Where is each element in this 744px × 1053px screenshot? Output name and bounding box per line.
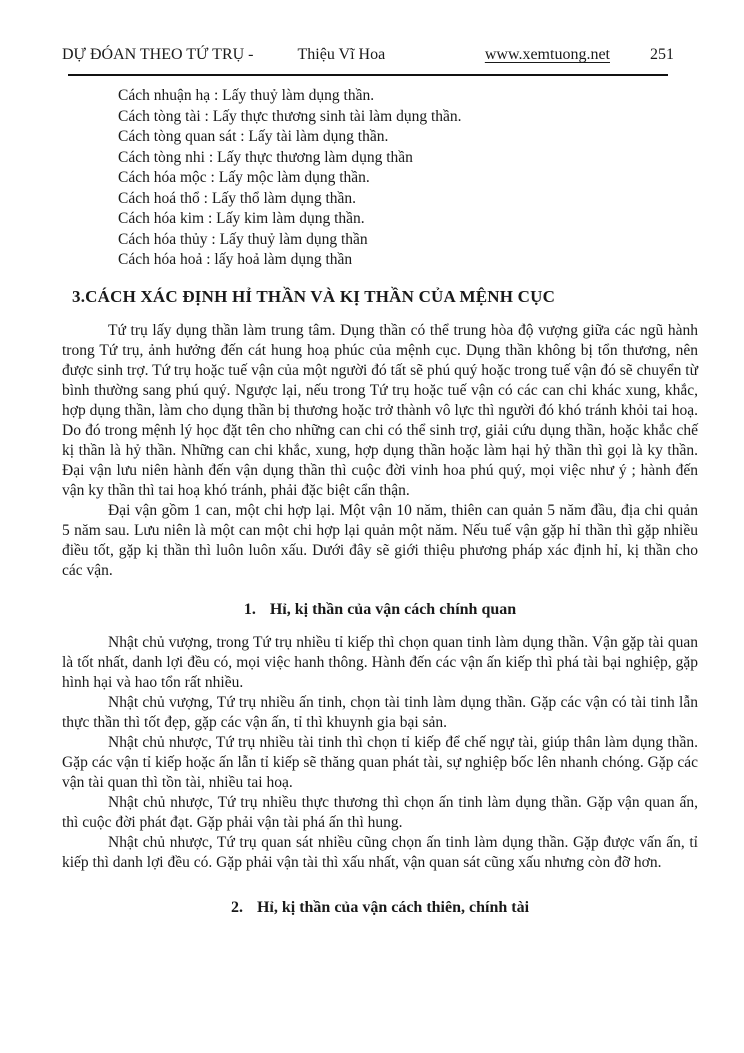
page-header [62,46,674,64]
subsection-2-heading [62,899,698,917]
list-item: Cách tòng nhi : Lấy thực thương làm dụng thần [118,148,413,166]
list-item: Cách hóa thủy : Lấy thuỷ làm dụng thần [118,230,368,248]
subsection-1-title: Hỉ, kị thần của vận cách chính quan [269,600,517,618]
list-item: Cách hóa hoả : lấy hoả làm dụng thần [118,251,353,268]
list-item: Cách hóa mộc : Lấy mộc làm dụng thần. [118,169,370,186]
section-heading: 3.CÁCH XÁC ĐỊNH HỈ THẦN VÀ KỊ THẦN CỦA MỆNH CỤC [72,286,556,306]
cach-list [118,86,698,271]
list-item: Cách nhuận hạ : Lấy thuỷ làm dụng thần. [118,87,375,104]
list-item: Cách hóa kim : Lấy kim làm dụng thần. [118,210,365,227]
paragraph: Đại vận gồm 1 can, một chi hợp lại. Một vận 10 năm, thiên can quản 5 năm đầu, địa chi quản 5 năm sau. Lưu niên là một can một chi hợp lại quản một năm. Nếu tuế vận gặp hỉ thần thì gặp nhiều điều tốt, gặp kị thần thì luôn luôn xấu. Dưới đây sẽ giới thiệu phương pháp xác định hỉ, kị thần cho các vận. [62,501,698,579]
author-name: Thiệu Vĩ Hoa [297,46,386,63]
subsection-2-number: 2. [230,898,243,916]
list-item: Cách tòng quan sát : Lấy tài làm dụng thần. [118,128,389,145]
header-rule [68,74,668,76]
paragraph: Nhật chủ nhược, Tứ trụ quan sát nhiều cũng chọn ấn tinh làm dụng thần. Gặp được vấn ấn, tỉ kiếp thì danh lợi đều có. Gặp phải vận tài thì xấu nhất, vận quan sát cũng xấu nhưng còn đỡ hơn. [62,833,698,871]
website-link[interactable]: www.xemtuong.net [484,46,610,63]
section-body [62,321,698,581]
list-item: Cách hoá thổ : Lấy thổ làm dụng thần. [118,189,357,207]
subsection-1-number: 1. [243,600,256,618]
paragraph: Nhật chủ nhược, Tứ trụ nhiều thực thương thì chọn ấn tinh làm dụng thần. Gặp vận quan ấn, thì cuộc đời phát đạt. Gặp phải vận tài phá ấn thì hung. [62,793,698,831]
subsection-2-title: Hỉ, kị thần của vận cách thiên, chính tài [256,898,530,916]
paragraph: Nhật chủ vượng, Tứ trụ nhiều ấn tinh, chọn tài tinh làm dụng thần. Gặp các vận có tài tinh lẫn thực thần thì tốt đẹp, gặp các vận ấn, tỉ thì khuynh gia bại sản. [62,693,698,731]
subsection-1-heading [62,601,698,619]
book-title: DỰ ĐÓAN THEO TỨ TRỤ - [62,46,254,63]
list-item: Cách tòng tài : Lấy thực thương sinh tài làm dụng thần. [118,107,462,125]
paragraph: Nhật chủ vượng, trong Tứ trụ nhiều tỉ kiếp thì chọn quan tinh làm dụng thần. Vận gặp tài quan là tốt nhất, danh lợi đều có, mọi việc hanh thông. Hành đến các vận ấn kiếp thì phá tài bại nghiệp, gặp hình hại và hao tổn rất nhiều. [62,633,698,691]
paragraph: Tứ trụ lấy dụng thần làm trung tâm. Dụng thần có thể trung hòa độ vượng giữa các ngũ hành trong Tứ trụ, ảnh hưởng đến cát hung hoạ phúc của mệnh cục. Dụng thần không bị tổn thương, nên được sinh trợ. Tứ trụ hoặc tuế vận của một người đó tất sẽ phú quý hoặc trong tuế vận đó sẽ chuyển từ bình thường sang phú quý. Ngược lại, nếu trong Tứ trụ hoặc tuế vận có các can chi khác xung, khắc, hợp dụng thần, làm cho dụng thần bị thương hoặc trở thành vô lực thì người đó khó tránh khỏi tai hoạ. Do đó trong mệnh lý học đặt tên cho những can chi có thể sinh trợ, giải cứu dụng thần, hoặc khắc chế kị thần là hỷ thần. Những can chi khắc, xung, hợp dụng thần hoặc làm hại hỷ thần thì gọi là ky thần. Đại vận lưu niên hành đến vận dụng thần thì cuộc đời vinh hoa phú quý, mọi việc như ý ; hành đến vận ky thần thì tai hoạ khó tránh, phải đặc biệt cẩn thận. [62,321,698,499]
paragraph: Nhật chủ nhược, Tứ trụ nhiều tài tinh thì chọn tỉ kiếp để chế ngự tài, giúp thân làm dụng thần. Gặp các vận tỉ kiếp hoặc ấn lẫn tỉ kiếp sẽ thăng quan phát tài, sự nghiệp bốc lên nhanh chóng. Gặp các vận tài quan thì tồn tài, nhiều tai hoạ. [62,733,698,791]
page-number: 251 [650,46,674,63]
subsection-1-body [62,633,698,873]
